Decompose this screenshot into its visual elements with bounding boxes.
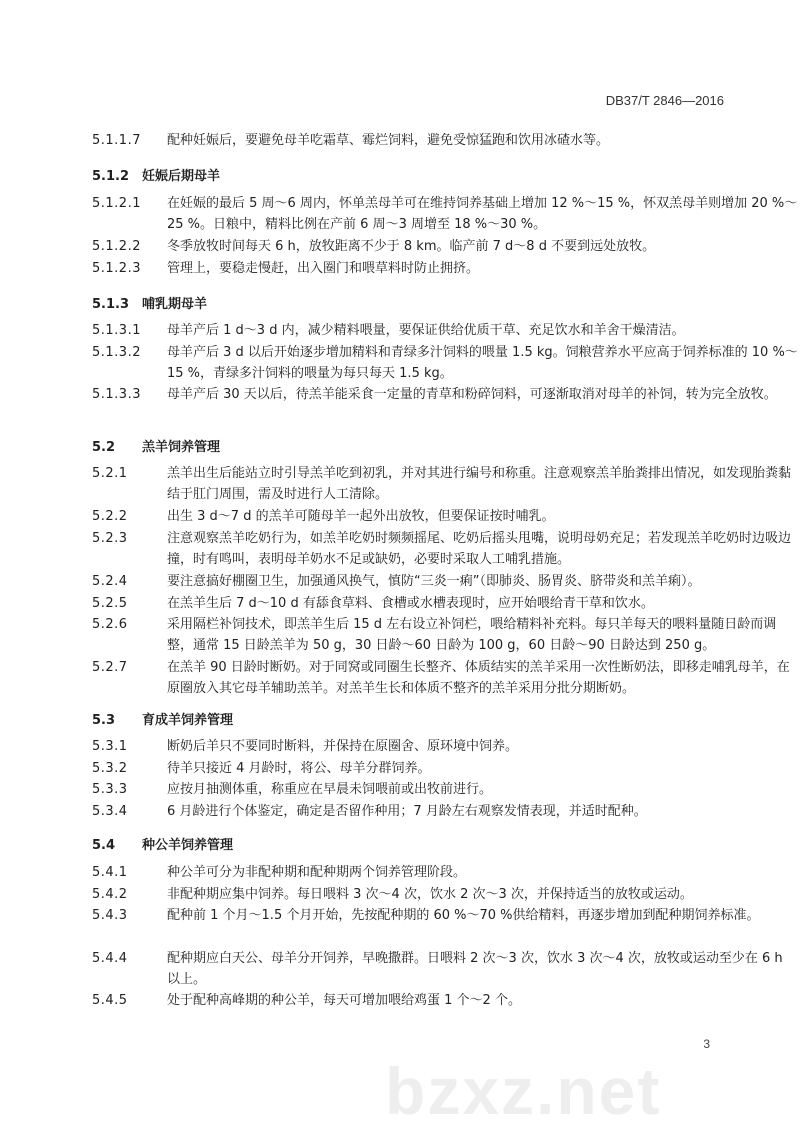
clause-number: 5.3.3 [92, 782, 128, 797]
clause-5-2-2 [92, 506, 799, 527]
clause-5-1-2-1 [92, 193, 799, 235]
clause-number: 5.2.3 [92, 531, 128, 546]
heading-text: 育成羊饲养管理 [142, 713, 234, 728]
clause-number: 5.1.2.1 [92, 196, 141, 211]
clause-text: 出生 3 d～7 d 的羔羊可随母羊一起外出放牧，但要保证按时哺乳。 [167, 509, 555, 524]
clause-number: 5.4.5 [92, 993, 128, 1008]
clause-5-4-4 [92, 948, 799, 990]
clause-number: 5.2.1 [92, 466, 128, 481]
clause-text: 6 月龄进行个体鉴定，确定是否留作种用；7 月龄左右观察发情表现，并适时配种。 [167, 804, 647, 819]
clause-5-2-7 [92, 657, 799, 699]
clause-text: 待羊只接近 4 月龄时，将公、母羊分群饲养。 [167, 761, 431, 776]
clause-5-2-1 [92, 463, 799, 505]
clause-text: 母羊产后 1 d～3 d 内，减少精料喂量，要保证供给优质干草、充足饮水和羊舍干燥清洁。 [167, 323, 685, 338]
clause-5-1-3-1 [92, 320, 799, 341]
clause-number: 5.2.2 [92, 509, 128, 524]
clause-5-1-2-2 [92, 236, 799, 257]
clause-number: 5.1.3.3 [92, 387, 141, 402]
heading-5-3 [92, 709, 233, 728]
heading-number: 5.1.2 [92, 169, 130, 184]
heading-5-1-2 [92, 165, 220, 184]
clause-text: 在羔羊生后 7 d～10 d 有舔食草料、食槽或水槽表现时，应开始喂给青干草和饮水。 [167, 596, 654, 611]
clause-number: 5.3.4 [92, 804, 128, 819]
clause-5-1-3-2 [92, 342, 799, 384]
heading-5-2 [92, 436, 220, 455]
watermark: bzxz.net [385, 1054, 662, 1128]
clause-5-2-5 [92, 593, 799, 614]
clause-text: 冬季放牧时间每天 6 h，放牧距离不少于 8 km。临产前 7 d～8 d 不要到远处放牧。 [167, 239, 656, 254]
clause-5-4-5 [92, 990, 799, 1011]
clause-number: 5.1.1.7 [92, 133, 141, 148]
clause-text: 母羊产后 30 天以后，待羔羊能采食一定量的青草和粉碎饲料，可逐渐取消对母羊的补饲，转为完全放牧。 [167, 387, 777, 402]
clause-text: 在妊娠的最后 5 周～6 周内，怀单羔母羊可在维持饲养基础上增加 12 %～15 %，怀双羔母羊则增加 20 %～25 %。日粮中，精料比例在产前 6 周～3 周增至 18 %～30 %。 [167, 196, 798, 232]
clause-text: 母羊产后 3 d 以后开始逐步增加精料和青绿多汁饲料的喂量 1.5 kg。饲粮营养水平应高于饲养标准的 10 %～15 %，青绿多汁饲料的喂量为每只每天 1.5 kg。 [167, 345, 798, 381]
heading-text: 羔羊饲养管理 [142, 440, 221, 455]
clause-number: 5.1.3.1 [92, 323, 141, 338]
clause-number: 5.4.4 [92, 951, 128, 966]
clause-5-2-4 [92, 571, 799, 592]
clause-5-1-1-7 [92, 130, 799, 151]
clause-5-1-2-3 [92, 258, 799, 279]
clause-text: 配种期应白天公、母羊分开饲养，早晚撒群。日喂料 2 次～3 次，饮水 3 次～4 次，放牧或运动至少在 6 h 以上。 [167, 951, 783, 987]
clause-number: 5.2.6 [92, 617, 128, 632]
clause-text: 采用隔栏补饲技术，即羔羊生后 15 d 左右设立补饲栏，喂给精料补充料。每只羊每天的喂料量随日龄而调整，通常 15 日龄羔羊为 50 g，30 日龄～60 日龄为 100 g，60 日龄～90 日龄达到 250 g。 [167, 617, 777, 653]
page-number: 3 [703, 1037, 710, 1051]
clause-number: 5.4.2 [92, 887, 128, 902]
clause-number: 5.2.5 [92, 596, 128, 611]
clause-number: 5.2.7 [92, 660, 128, 675]
clause-text: 注意观察羔羊吃奶行为，如羔羊吃奶时频频摇尾、吃奶后摇头甩嘴，说明母奶充足；若发现羔羊吃奶时边吸边撞，时有鸣叫，表明母羊奶水不足或缺奶，必要时采取人工哺乳措施。 [167, 531, 792, 567]
clause-number: 5.1.2.2 [92, 239, 141, 254]
clause-text: 管理上，要稳走慢赶，出入圈门和喂草料时防止拥挤。 [167, 261, 480, 276]
clause-5-3-1 [92, 736, 799, 757]
heading-text: 哺乳期母羊 [142, 297, 208, 312]
clause-text: 断奶后羊只不要同时断料，并保持在原圈舍、原环境中饲养。 [167, 739, 519, 754]
clause-5-4-1 [92, 862, 799, 883]
clause-number: 5.3.1 [92, 739, 128, 754]
clause-number: 5.3.2 [92, 761, 128, 776]
clause-text: 配种妊娠后，要避免母羊吃霜草、霉烂饲料，避免受惊猛跑和饮用冰碴水等。 [167, 133, 610, 148]
clause-text: 处于配种高峰期的种公羊，每天可增加喂给鸡蛋 1 个～2 个。 [167, 993, 521, 1008]
clause-5-3-4 [92, 801, 799, 822]
heading-5-4 [92, 834, 233, 853]
clause-number: 5.2.4 [92, 574, 128, 589]
clause-5-3-2 [92, 758, 799, 779]
clause-5-3-3 [92, 779, 799, 800]
clause-5-1-3-3 [92, 384, 799, 405]
clause-5-2-6 [92, 614, 799, 656]
heading-text: 种公羊饲养管理 [142, 838, 234, 853]
clause-text: 羔羊出生后能站立时引导羔羊吃到初乳，并对其进行编号和称重。注意观察羔羊胎粪排出情况，如发现胎粪黏结于肛门周围，需及时进行人工清除。 [167, 466, 792, 502]
heading-text: 妊娠后期母羊 [142, 169, 221, 184]
clause-5-4-3 [92, 905, 799, 926]
standard-code: DB37/T 2846—2016 [605, 93, 724, 108]
clause-number: 5.1.2.3 [92, 261, 141, 276]
clause-number: 5.1.3.2 [92, 345, 141, 360]
clause-text: 非配种期应集中饲养。每日喂料 3 次～4 次，饮水 2 次～3 次，并保持适当的放牧或运动。 [167, 887, 693, 902]
clause-number: 5.4.1 [92, 865, 128, 880]
clause-text: 种公羊可分为非配种期和配种期两个饲养管理阶段。 [167, 865, 467, 880]
clause-text: 配种前 1 个月～1.5 个月开始，先按配种期的 60 %～70 %供给精料，再逐步增加到配种期饲养标准。 [167, 908, 760, 923]
heading-number: 5.1.3 [92, 297, 130, 312]
clause-5-2-3 [92, 528, 799, 570]
clause-5-4-2 [92, 884, 799, 905]
clause-text: 应按月抽测体重，称重应在早晨未饲喂前或出牧前进行。 [167, 782, 493, 797]
clause-number: 5.4.3 [92, 908, 128, 923]
clause-text: 在羔羊 90 日龄时断奶。对于同窝或同圈生长整齐、体质结实的羔羊采用一次性断奶法，即移走哺乳母羊，在原圈放入其它母羊辅助羔羊。对羔羊生长和体质不整齐的羔羊采用分批分期断奶。 [167, 660, 790, 696]
heading-number: 5.3 [92, 713, 116, 728]
heading-number: 5.2 [92, 440, 116, 455]
heading-number: 5.4 [92, 838, 116, 853]
heading-5-1-3 [92, 293, 207, 312]
clause-text: 要注意搞好棚圈卫生，加强通风换气，慎防“三炎一痢”（即肺炎、肠胃炎、脐带炎和羔羊痢）。 [167, 574, 701, 589]
